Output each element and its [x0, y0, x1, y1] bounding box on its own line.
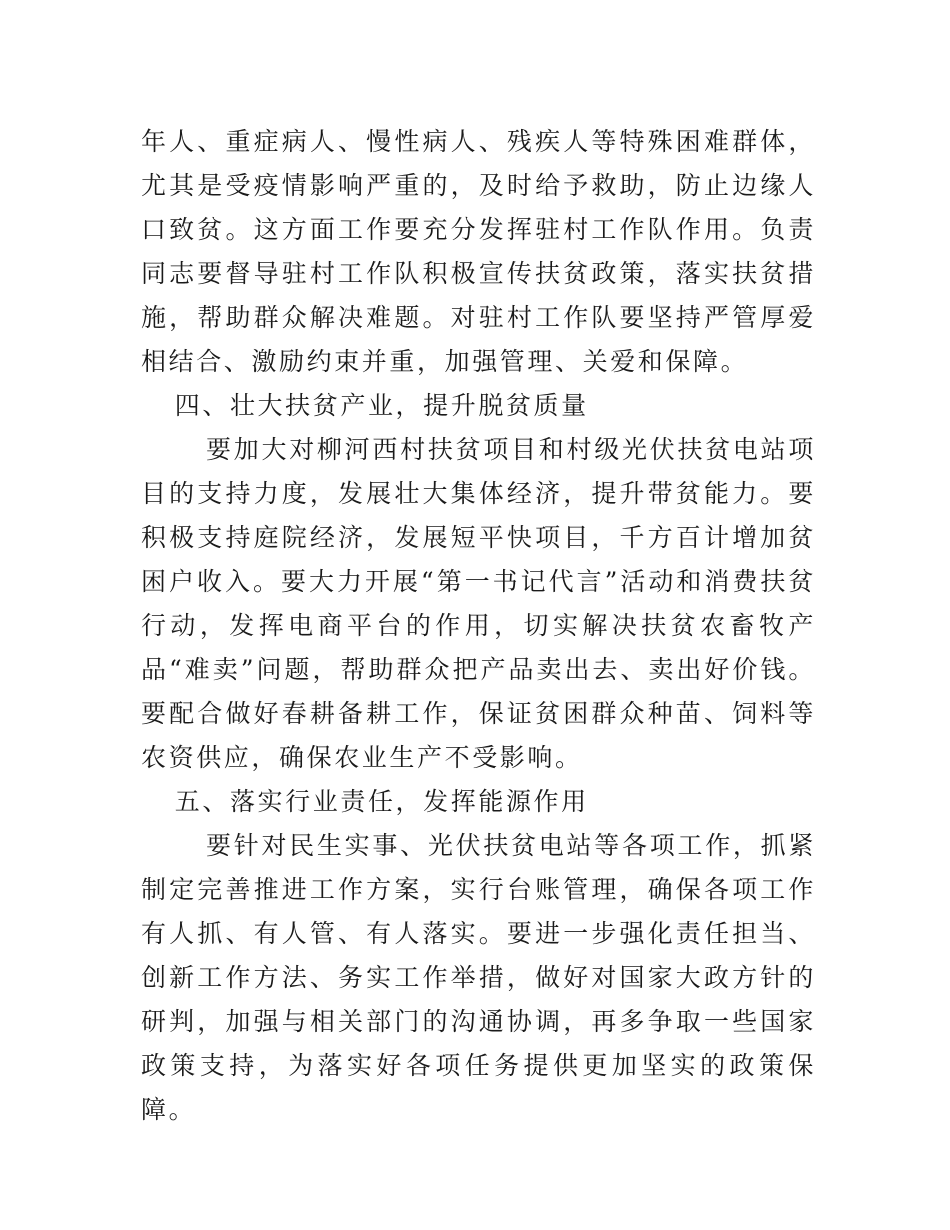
body-paragraph-continued: 年人、重症病人、慢性病人、残疾人等特殊困难群体，尤其是受疫情影响严重的，及时给予救助，防止边缘人口致贫。这方面工作要充分发挥驻村工作队作用。负责同志要督导驻村工作队积极宣传扶贫政策，落实扶贫措施，帮助群众解决难题。对驻村工作队要坚持严管厚爱相结合、激励约束并重，加强管理、关爱和保障。	[141, 127, 816, 376]
body-paragraph-section-5: 要针对民生实事、光伏扶贫电站等各项工作，抓紧制定完善推进工作方案，实行台账管理，确保各项工作有人抓、有人管、有人落实。要进一步强化责任担当、创新工作方法、务实工作举措，做好对国家大政方针的研判，加强与相关部门的沟通协调，再多争取一些国家政策支持，为落实好各项任务提供更加坚实的政策保障。	[141, 831, 816, 1124]
body-paragraph-section-4: 要加大对柳河西村扶贫项目和村级光伏扶贫电站项目的支持力度，发展壮大集体经济，提升带贫能力。要积极支持庭院经济，发展短平快项目，千方百计增加贫困户收入。要大力开展“第一书记代言”活动和消费扶贫行动，发挥电商平台的作用，切实解决扶贫农畜牧产品“难卖”问题，帮助群众把产品卖出去、卖出好价钱。要配合做好春耕备耕工作，保证贫困群众种苗、饲料等农资供应，确保农业生产不受影响。	[141, 435, 816, 772]
section-heading-4: 四、壮大扶贫产业，提升脱贫质量	[174, 391, 589, 420]
document-body	[141, 120, 816, 1132]
section-heading-5: 五、落实行业责任，发挥能源作用	[174, 787, 589, 816]
